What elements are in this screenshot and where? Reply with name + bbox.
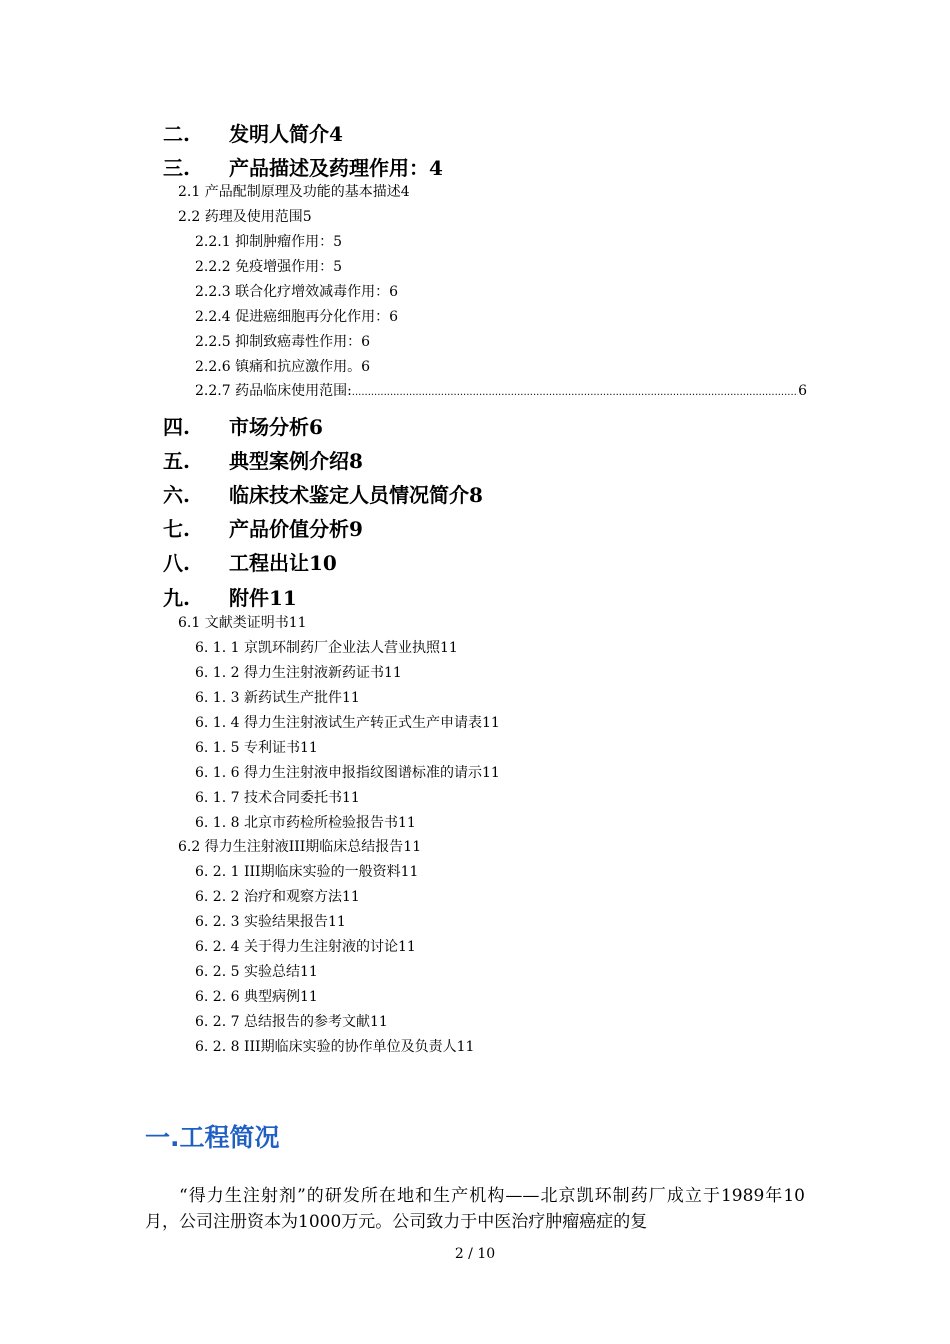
toc-entry-major[interactable] [163,585,297,611]
toc-entry-subsub[interactable]: 6. 2. 3 实验结果报告11 [195,914,346,930]
toc-entry-major[interactable] [163,482,483,508]
toc-entry-number: 六. [163,483,190,507]
toc-entry-subsub[interactable]: 2.2.4 促进癌细胞再分化作用：6 [195,309,398,325]
toc-entry-subsub[interactable]: 6. 1. 7 技术合同委托书11 [195,790,360,806]
toc-entry-subsub[interactable]: 6. 1. 4 得力生注射液试生产转正式生产申请表11 [195,715,500,731]
toc-entry-subsub[interactable]: 6. 1. 2 得力生注射液新药证书11 [195,665,402,681]
toc-entry-major[interactable] [163,448,363,474]
toc-entry-subsub[interactable]: 6. 2. 1 III期临床实验的一般资料11 [195,864,419,880]
toc-entry-sub[interactable]: 6.1 文献类证明书11 [178,615,307,631]
toc-entry-number: 八. [163,551,190,575]
toc-entry-major[interactable] [163,414,323,440]
toc-entry-number: 七. [163,517,190,541]
toc-leader-page: 6 [798,383,807,399]
toc-leader-dots [352,381,798,403]
toc-entry-number: 三. [163,156,190,180]
toc-entry-subsub[interactable]: 6. 1. 3 新药试生产批件11 [195,690,360,706]
toc-entry-subsub[interactable]: 2.2.5 抑制致癌毒性作用：6 [195,334,370,350]
toc-entry-subsub[interactable]: 6. 2. 4 关于得力生注射液的讨论11 [195,939,416,955]
toc-entry-title: 附件11 [229,586,297,610]
toc-entry-subsub[interactable]: 6. 1. 5 专利证书11 [195,740,318,756]
toc-entry-subsub[interactable]: 6. 1. 1 京凯环制药厂企业法人营业执照11 [195,640,458,656]
section-heading: 一.工程简况 [145,1123,280,1152]
toc-entry-number: 九. [163,586,190,610]
toc-entry-subsub[interactable]: 6. 1. 6 得力生注射液申报指纹图谱标准的请示11 [195,765,500,781]
page-number: 2 / 10 [454,1246,496,1262]
toc-entry-subsub[interactable]: 2.2.3 联合化疗增效减毒作用：6 [195,284,398,300]
toc-entry-major[interactable] [163,155,443,181]
toc-entry-number: 五. [163,449,190,473]
toc-entry-title: 市场分析6 [229,415,323,439]
toc-entry-subsub[interactable]: 6. 2. 8 III期临床实验的协作单位及负责人11 [195,1039,475,1055]
toc-entry-sub[interactable]: 2.2 药理及使用范围5 [178,209,312,225]
toc-entry-number: 四. [163,415,190,439]
toc-entry-leader[interactable] [195,381,807,403]
toc-entry-number: 二. [163,122,190,146]
toc-entry-title: 工程出让10 [229,551,337,575]
toc-leader-label: 2.2.7 药品临床使用范围: [195,383,352,399]
toc-entry-subsub[interactable]: 6. 2. 2 治疗和观察方法11 [195,889,360,905]
toc-entry-subsub[interactable]: 2.2.1 抑制肿瘤作用：5 [195,234,342,250]
toc-entry-major[interactable] [163,516,363,542]
toc-entry-sub[interactable]: 6.2 得力生注射液III期临床总结报告11 [178,839,422,855]
toc-entry-title: 产品描述及药理作用：4 [229,156,443,180]
toc-entry-subsub[interactable]: 6. 2. 7 总结报告的参考文献11 [195,1014,388,1030]
toc-entry-title: 产品价值分析9 [229,517,363,541]
body-paragraph: “得力生注射剂”的研发所在地和生产机构——北京凯环制药厂成立于1989年10月，公司注册资本为1000万元。公司致力于中医治疗肿瘤癌症的复 [145,1186,805,1232]
toc-entry-subsub[interactable]: 2.2.6 镇痛和抗应激作用。6 [195,359,370,375]
toc-entry-subsub[interactable]: 2.2.2 免疫增强作用：5 [195,259,342,275]
toc-entry-title: 发明人简介4 [229,122,343,146]
toc-entry-subsub[interactable]: 6. 2. 5 实验总结11 [195,964,318,980]
toc-entry-sub[interactable]: 2.1 产品配制原理及功能的基本描述4 [178,184,410,200]
toc-entry-title: 典型案例介绍8 [229,449,363,473]
toc-entry-major[interactable] [163,121,343,147]
toc-entry-major[interactable] [163,550,337,576]
toc-entry-subsub[interactable]: 6. 1. 8 北京市药检所检验报告书11 [195,815,416,831]
toc-entry-title: 临床技术鉴定人员情况简介8 [229,483,483,507]
toc-entry-subsub[interactable]: 6. 2. 6 典型病例11 [195,989,318,1005]
